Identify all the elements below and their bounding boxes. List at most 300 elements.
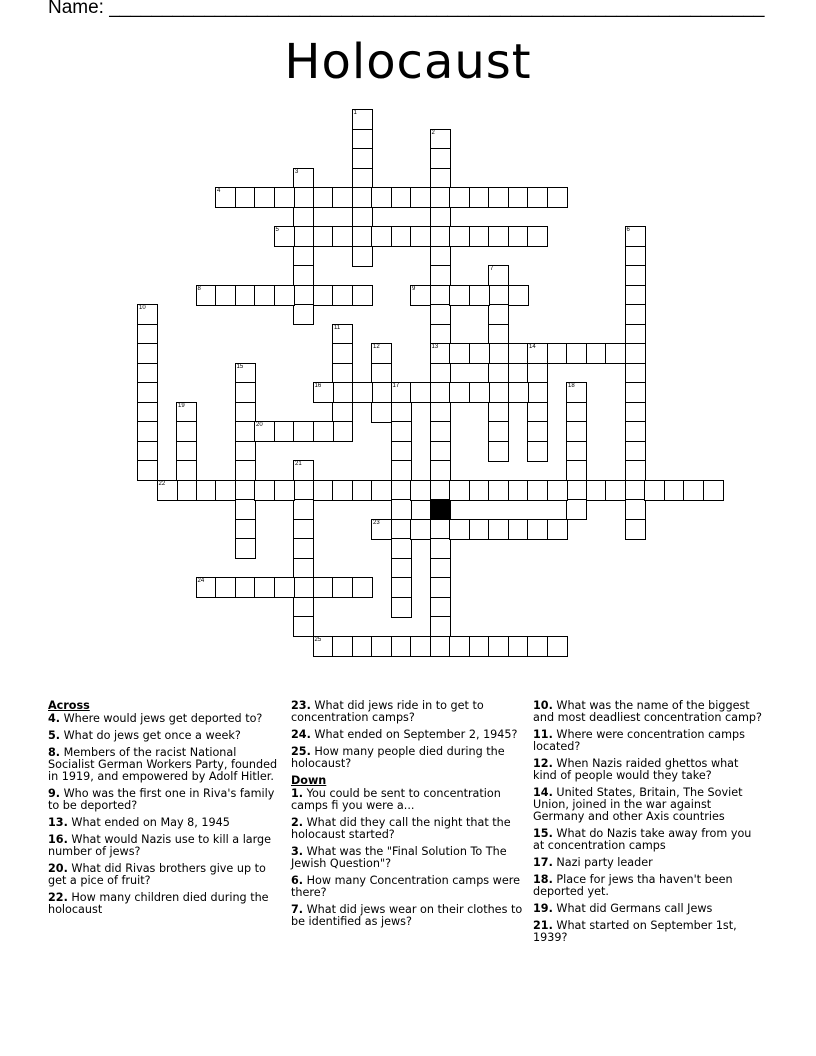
clue-number-label: 7. bbox=[291, 903, 304, 916]
clue-number-10: 10 bbox=[139, 305, 146, 311]
clue-number-12: 12 bbox=[373, 344, 380, 350]
crossword-cell[interactable] bbox=[293, 538, 314, 559]
clue-number-label: 11. bbox=[533, 728, 553, 741]
crossword-cell[interactable] bbox=[430, 148, 451, 169]
crossword-cell[interactable] bbox=[137, 304, 158, 325]
crossword-cell[interactable] bbox=[391, 460, 412, 481]
crossword-cell[interactable] bbox=[430, 363, 451, 384]
crossword-cell[interactable] bbox=[625, 460, 646, 481]
clue-11 bbox=[533, 729, 765, 753]
crossword-cell[interactable] bbox=[371, 187, 392, 208]
crossword-cell[interactable] bbox=[527, 421, 548, 442]
clue-13 bbox=[48, 817, 280, 829]
crossword-cell[interactable] bbox=[352, 109, 373, 130]
crossword-cell[interactable] bbox=[332, 343, 353, 364]
clue-number-label: 22. bbox=[48, 891, 68, 904]
crossword-cell[interactable] bbox=[391, 402, 412, 423]
crossword-cell[interactable] bbox=[488, 480, 509, 501]
crossword-cell[interactable] bbox=[605, 343, 626, 364]
crossword-cell[interactable] bbox=[488, 226, 509, 247]
name-field-line[interactable]: Name: ______________________________________________________________ bbox=[48, 0, 765, 18]
clue-text: What did Germans call Jews bbox=[552, 902, 713, 915]
clue-12 bbox=[533, 758, 765, 782]
crossword-cell[interactable] bbox=[449, 343, 470, 364]
crossword-cell[interactable] bbox=[488, 324, 509, 345]
crossword-cell[interactable] bbox=[332, 577, 353, 598]
crossword-cell[interactable] bbox=[352, 187, 373, 208]
crossword-cell[interactable] bbox=[215, 285, 236, 306]
crossword-cell[interactable] bbox=[391, 636, 412, 657]
crossword-cell[interactable] bbox=[196, 480, 217, 501]
crossword-cell[interactable] bbox=[352, 168, 373, 189]
crossword-cell[interactable] bbox=[313, 187, 334, 208]
crossword-cell[interactable] bbox=[391, 382, 412, 403]
clue-number-23: 23 bbox=[373, 519, 380, 526]
crossword-cell[interactable] bbox=[293, 265, 314, 286]
clue-text: What do jews get once a week? bbox=[60, 729, 241, 742]
crossword-cell[interactable] bbox=[625, 421, 646, 442]
crossword-cell[interactable] bbox=[332, 402, 353, 423]
crossword-cell[interactable] bbox=[332, 187, 353, 208]
crossword-cell[interactable] bbox=[391, 558, 412, 579]
crossword-cell[interactable] bbox=[430, 538, 451, 559]
crossword-cell[interactable] bbox=[410, 519, 431, 540]
clue-text: What do Nazis take away from you at concentration camps bbox=[533, 827, 752, 852]
crossword-cell[interactable] bbox=[430, 421, 451, 442]
clue-10 bbox=[533, 700, 765, 724]
crossword-cell[interactable] bbox=[293, 226, 314, 247]
clue-text: What ended on May 8, 1945 bbox=[67, 816, 230, 829]
crossword-cell[interactable] bbox=[430, 285, 451, 306]
crossword-cell[interactable] bbox=[274, 480, 295, 501]
crossword-cell[interactable] bbox=[274, 577, 295, 598]
crossword-cell[interactable] bbox=[293, 480, 314, 501]
crossword-cell[interactable] bbox=[391, 597, 412, 618]
crossword-cell[interactable] bbox=[625, 480, 646, 501]
crossword-cell[interactable] bbox=[703, 480, 724, 501]
crossword-cell[interactable] bbox=[235, 480, 256, 501]
clue-number-label: 1. bbox=[291, 787, 304, 800]
clue-6 bbox=[291, 875, 523, 899]
crossword-cell[interactable] bbox=[566, 480, 587, 501]
crossword-cell[interactable] bbox=[527, 363, 548, 384]
crossword-cell[interactable] bbox=[625, 324, 646, 345]
crossword-cell[interactable] bbox=[313, 382, 334, 403]
clue-number-13: 13 bbox=[431, 344, 439, 350]
crossword-cell[interactable] bbox=[430, 129, 451, 150]
crossword-cell[interactable] bbox=[332, 226, 353, 247]
crossword-cell[interactable] bbox=[547, 187, 568, 208]
crossword-cell[interactable] bbox=[605, 480, 626, 501]
crossword-cell[interactable] bbox=[391, 577, 412, 598]
crossword-cell[interactable] bbox=[430, 402, 451, 423]
crossword-cell[interactable] bbox=[547, 480, 568, 501]
crossword-cell[interactable] bbox=[313, 421, 334, 442]
crossword-cell[interactable] bbox=[254, 187, 275, 208]
clue-number-label: 3. bbox=[291, 845, 304, 858]
crossword-cell[interactable] bbox=[274, 226, 295, 247]
crossword-cell[interactable] bbox=[430, 519, 451, 540]
crossword-cell[interactable] bbox=[586, 480, 607, 501]
clue-text: Where were concentration camps located? bbox=[533, 728, 745, 753]
crossword-cell[interactable] bbox=[449, 519, 470, 540]
crossword-cell[interactable] bbox=[137, 460, 158, 481]
clue-4 bbox=[48, 713, 280, 725]
crossword-cell[interactable] bbox=[352, 480, 373, 501]
crossword-cell[interactable] bbox=[332, 421, 353, 442]
crossword-cell[interactable] bbox=[508, 343, 529, 364]
crossword-cell[interactable] bbox=[488, 519, 509, 540]
crossword-cell[interactable] bbox=[566, 460, 587, 481]
crossword-cell[interactable] bbox=[469, 226, 490, 247]
crossword-cell[interactable] bbox=[371, 343, 392, 364]
crossword-cell[interactable] bbox=[625, 304, 646, 325]
crossword-cell[interactable] bbox=[625, 285, 646, 306]
crossword-cell[interactable] bbox=[352, 577, 373, 598]
crossword-cell[interactable] bbox=[449, 285, 470, 306]
crossword-cell[interactable] bbox=[176, 460, 197, 481]
crossword-cell[interactable] bbox=[371, 636, 392, 657]
black-cell bbox=[430, 499, 451, 520]
clue-text: What started on September 1st, 1939? bbox=[533, 919, 737, 944]
crossword-cell[interactable] bbox=[235, 402, 256, 423]
crossword-cell[interactable] bbox=[293, 168, 314, 189]
crossword-cell[interactable] bbox=[293, 519, 314, 540]
clue-number-20: 20 bbox=[256, 422, 263, 428]
clue-text: When Nazis raided ghettos what kind of people would they take? bbox=[533, 757, 739, 782]
crossword-cell[interactable] bbox=[293, 616, 314, 637]
crossword-cell[interactable] bbox=[391, 421, 412, 442]
clue-2 bbox=[291, 817, 523, 841]
crossword-cell[interactable] bbox=[527, 636, 548, 657]
clue-number-5: 5 bbox=[275, 227, 279, 233]
crossword-cell[interactable] bbox=[430, 265, 451, 286]
crossword-cell[interactable] bbox=[410, 480, 431, 501]
clue-text: How many people died during the holocaust? bbox=[291, 745, 505, 770]
crossword-cell[interactable] bbox=[508, 519, 529, 540]
crossword-cell[interactable] bbox=[293, 304, 314, 325]
crossword-cell[interactable] bbox=[352, 285, 373, 306]
crossword-cell[interactable] bbox=[527, 343, 548, 364]
crossword-cell[interactable] bbox=[176, 421, 197, 442]
clue-number-label: 14. bbox=[533, 786, 553, 799]
crossword-cell[interactable] bbox=[176, 480, 197, 501]
crossword-cell[interactable] bbox=[215, 187, 236, 208]
crossword-cell[interactable] bbox=[235, 382, 256, 403]
crossword-cell[interactable] bbox=[566, 421, 587, 442]
crossword-cell[interactable] bbox=[176, 402, 197, 423]
crossword-cell[interactable] bbox=[547, 636, 568, 657]
crossword-cell[interactable] bbox=[410, 636, 431, 657]
crossword-cell[interactable] bbox=[430, 187, 451, 208]
crossword-cell[interactable] bbox=[566, 441, 587, 462]
clue-text: How many children died during the holocaust bbox=[48, 891, 269, 916]
crossword-cell[interactable] bbox=[488, 402, 509, 423]
crossword-cell[interactable] bbox=[235, 421, 256, 442]
crossword-cell[interactable] bbox=[254, 577, 275, 598]
crossword-cell[interactable] bbox=[293, 499, 314, 520]
crossword-cell[interactable] bbox=[332, 363, 353, 384]
crossword-cell[interactable] bbox=[508, 382, 529, 403]
crossword-cell[interactable] bbox=[410, 285, 431, 306]
crossword-cell[interactable] bbox=[313, 636, 334, 657]
crossword-cell[interactable] bbox=[527, 519, 548, 540]
crossword-cell[interactable] bbox=[430, 616, 451, 637]
crossword-cell[interactable] bbox=[235, 187, 256, 208]
crossword-cell[interactable] bbox=[293, 421, 314, 442]
clue-column-3 bbox=[533, 700, 765, 949]
crossword-cell[interactable] bbox=[508, 636, 529, 657]
clue-21 bbox=[533, 920, 765, 944]
crossword-cell[interactable] bbox=[235, 499, 256, 520]
clue-column-2 bbox=[291, 700, 523, 933]
clue-number-label: 21. bbox=[533, 919, 553, 932]
crossword-cell[interactable] bbox=[625, 265, 646, 286]
clue-number-14: 14 bbox=[529, 344, 536, 350]
clue-number-25: 25 bbox=[314, 636, 322, 643]
crossword-cell[interactable] bbox=[430, 441, 451, 462]
crossword-cell[interactable] bbox=[391, 499, 412, 520]
crossword-cell[interactable] bbox=[196, 285, 217, 306]
crossword-cell[interactable] bbox=[235, 519, 256, 540]
clue-text: Nazi party leader bbox=[552, 856, 653, 869]
crossword-cell[interactable] bbox=[625, 363, 646, 384]
crossword-cell[interactable] bbox=[625, 226, 646, 247]
crossword-cell[interactable] bbox=[469, 480, 490, 501]
crossword-cell[interactable] bbox=[430, 597, 451, 618]
crossword-cell[interactable] bbox=[430, 246, 451, 267]
crossword-cell[interactable] bbox=[137, 343, 158, 364]
crossword-cell[interactable] bbox=[235, 538, 256, 559]
crossword-cell[interactable] bbox=[430, 324, 451, 345]
clue-14 bbox=[533, 787, 765, 823]
crossword-cell[interactable] bbox=[547, 343, 568, 364]
crossword-cell[interactable] bbox=[488, 441, 509, 462]
crossword-cell[interactable] bbox=[488, 343, 509, 364]
crossword-cell[interactable] bbox=[293, 187, 314, 208]
crossword-cell[interactable] bbox=[488, 636, 509, 657]
crossword-cell[interactable] bbox=[566, 343, 587, 364]
crossword-cell[interactable] bbox=[449, 226, 470, 247]
clue-20 bbox=[48, 863, 280, 887]
crossword-cell[interactable] bbox=[332, 480, 353, 501]
crossword-cell[interactable] bbox=[469, 285, 490, 306]
crossword-cell[interactable] bbox=[664, 480, 685, 501]
crossword-cell[interactable] bbox=[410, 226, 431, 247]
crossword-cell[interactable] bbox=[293, 597, 314, 618]
crossword-cell[interactable] bbox=[235, 285, 256, 306]
crossword-cell[interactable] bbox=[644, 480, 665, 501]
crossword-cell[interactable] bbox=[332, 636, 353, 657]
crossword-cell[interactable] bbox=[430, 207, 451, 228]
crossword-cell[interactable] bbox=[391, 538, 412, 559]
clue-number-label: 24. bbox=[291, 728, 311, 741]
crossword-cell[interactable] bbox=[293, 558, 314, 579]
puzzle-title: Holocaust bbox=[284, 34, 532, 90]
crossword-cell[interactable] bbox=[254, 285, 275, 306]
crossword-cell[interactable] bbox=[430, 460, 451, 481]
crossword-cell[interactable] bbox=[137, 421, 158, 442]
crossword-cell[interactable] bbox=[352, 636, 373, 657]
crossword-cell[interactable] bbox=[410, 187, 431, 208]
crossword-cell[interactable] bbox=[508, 226, 529, 247]
crossword-cell[interactable] bbox=[332, 324, 353, 345]
crossword-cell[interactable] bbox=[196, 577, 217, 598]
crossword-cell[interactable] bbox=[527, 480, 548, 501]
crossword-cell[interactable] bbox=[371, 226, 392, 247]
crossword-cell[interactable] bbox=[430, 343, 451, 364]
crossword-cell[interactable] bbox=[469, 187, 490, 208]
crossword-cell[interactable] bbox=[527, 226, 548, 247]
crossword-cell[interactable] bbox=[527, 441, 548, 462]
crossword-cell[interactable] bbox=[469, 519, 490, 540]
crossword-cell[interactable] bbox=[137, 324, 158, 345]
crossword-cell[interactable] bbox=[235, 441, 256, 462]
crossword-cell[interactable] bbox=[293, 207, 314, 228]
crossword-cell[interactable] bbox=[566, 499, 587, 520]
crossword-cell[interactable] bbox=[469, 343, 490, 364]
crossword-cell[interactable] bbox=[547, 519, 568, 540]
crossword-cell[interactable] bbox=[176, 441, 197, 462]
crossword-cell[interactable] bbox=[352, 226, 373, 247]
crossword-cell[interactable] bbox=[430, 636, 451, 657]
crossword-cell[interactable] bbox=[137, 363, 158, 384]
crossword-cell[interactable] bbox=[430, 304, 451, 325]
crossword-cell[interactable] bbox=[371, 519, 392, 540]
crossword-cell[interactable] bbox=[274, 187, 295, 208]
clue-24 bbox=[291, 729, 523, 741]
crossword-cell[interactable] bbox=[586, 343, 607, 364]
crossword-cell[interactable] bbox=[293, 577, 314, 598]
crossword-cell[interactable] bbox=[625, 499, 646, 520]
crossword-cell[interactable] bbox=[352, 148, 373, 169]
crossword-cell[interactable] bbox=[391, 441, 412, 462]
crossword-cell[interactable] bbox=[313, 480, 334, 501]
crossword-cell[interactable] bbox=[371, 363, 392, 384]
crossword-cell[interactable] bbox=[430, 577, 451, 598]
crossword-cell[interactable] bbox=[137, 441, 158, 462]
crossword-cell[interactable] bbox=[391, 187, 412, 208]
crossword-cell[interactable] bbox=[508, 480, 529, 501]
crossword-cell[interactable] bbox=[410, 382, 431, 403]
crossword-cell[interactable] bbox=[449, 187, 470, 208]
clue-text: What ended on September 2, 1945? bbox=[310, 728, 518, 741]
crossword-cell[interactable] bbox=[469, 382, 490, 403]
crossword-cell[interactable] bbox=[293, 460, 314, 481]
clue-19 bbox=[533, 903, 765, 915]
crossword-cell[interactable] bbox=[391, 519, 412, 540]
crossword-cell[interactable] bbox=[449, 480, 470, 501]
crossword-cell[interactable] bbox=[488, 304, 509, 325]
crossword-cell[interactable] bbox=[352, 246, 373, 267]
crossword-cell[interactable] bbox=[274, 421, 295, 442]
crossword-cell[interactable] bbox=[508, 285, 529, 306]
crossword-cell[interactable] bbox=[235, 577, 256, 598]
crossword-cell[interactable] bbox=[527, 382, 548, 403]
crossword-cell[interactable] bbox=[469, 636, 490, 657]
crossword-cell[interactable] bbox=[371, 480, 392, 501]
clue-number-15: 15 bbox=[236, 363, 244, 370]
clue-text: Who was the first one in Riva's family to be deported? bbox=[48, 787, 275, 812]
crossword-cell[interactable] bbox=[566, 402, 587, 423]
crossword-cell[interactable] bbox=[449, 636, 470, 657]
crossword-cell[interactable] bbox=[313, 226, 334, 247]
crossword-cell[interactable] bbox=[157, 480, 178, 501]
crossword-cell[interactable] bbox=[566, 382, 587, 403]
crossword-cell[interactable] bbox=[488, 265, 509, 286]
crossword-cell[interactable] bbox=[488, 187, 509, 208]
crossword-cell[interactable] bbox=[508, 187, 529, 208]
clue-text: United States, Britain, The Soviet Union, joined in the war against Germany and other Axis countries bbox=[533, 786, 743, 823]
crossword-cell[interactable] bbox=[430, 558, 451, 579]
crossword-cell[interactable] bbox=[332, 285, 353, 306]
crossword-cell[interactable] bbox=[625, 441, 646, 462]
crossword-cell[interactable] bbox=[254, 421, 275, 442]
crossword-cell[interactable] bbox=[352, 207, 373, 228]
crossword-cell[interactable] bbox=[488, 382, 509, 403]
crossword-cell[interactable] bbox=[430, 480, 451, 501]
crossword-cell[interactable] bbox=[215, 577, 236, 598]
crossword-cell[interactable] bbox=[625, 382, 646, 403]
crossword-cell[interactable] bbox=[488, 363, 509, 384]
crossword-cell[interactable] bbox=[625, 402, 646, 423]
crossword-cell[interactable] bbox=[274, 285, 295, 306]
crossword-cell[interactable] bbox=[625, 343, 646, 364]
clue-5 bbox=[48, 730, 280, 742]
clue-text: What was the "Final Solution To The Jewish Question"? bbox=[291, 845, 507, 870]
crossword-cell[interactable] bbox=[235, 460, 256, 481]
crossword-cell[interactable] bbox=[527, 402, 548, 423]
clue-number-label: 5. bbox=[48, 729, 61, 742]
crossword-cell[interactable] bbox=[430, 382, 451, 403]
clue-number-1: 1 bbox=[353, 110, 357, 116]
crossword-cell[interactable] bbox=[352, 129, 373, 150]
clue-number-11: 11 bbox=[334, 324, 341, 331]
crossword-cell[interactable] bbox=[430, 226, 451, 247]
crossword-cell[interactable] bbox=[137, 382, 158, 403]
crossword-cell[interactable] bbox=[293, 246, 314, 267]
clue-text: What would Nazis use to kill a large number of jews? bbox=[48, 833, 272, 858]
crossword-cell[interactable] bbox=[625, 519, 646, 540]
crossword-cell[interactable] bbox=[371, 382, 392, 403]
crossword-cell[interactable] bbox=[488, 285, 509, 306]
crossword-cell[interactable] bbox=[293, 285, 314, 306]
clue-number-label: 16. bbox=[48, 833, 68, 846]
crossword-cell[interactable] bbox=[683, 480, 704, 501]
crossword-cell[interactable] bbox=[313, 577, 334, 598]
clue-number-3: 3 bbox=[295, 168, 299, 175]
crossword-cell[interactable] bbox=[254, 480, 275, 501]
crossword-cell[interactable] bbox=[352, 382, 373, 403]
crossword-cell[interactable] bbox=[449, 382, 470, 403]
crossword-cell[interactable] bbox=[391, 226, 412, 247]
crossword-cell[interactable] bbox=[488, 421, 509, 442]
crossword-cell[interactable] bbox=[332, 382, 353, 403]
crossword-cell[interactable] bbox=[527, 187, 548, 208]
crossword-cell[interactable] bbox=[371, 402, 392, 423]
clue-text: What did they call the night that the holocaust started? bbox=[291, 816, 511, 841]
crossword-cell[interactable] bbox=[235, 363, 256, 384]
clue-number-label: 15. bbox=[533, 827, 553, 840]
crossword-cell[interactable] bbox=[137, 402, 158, 423]
crossword-cell[interactable] bbox=[313, 285, 334, 306]
crossword-cell[interactable] bbox=[391, 480, 412, 501]
crossword-cell[interactable] bbox=[625, 246, 646, 267]
crossword-cell[interactable] bbox=[215, 480, 236, 501]
crossword-cell[interactable] bbox=[430, 168, 451, 189]
clue-8 bbox=[48, 747, 280, 783]
clue-number-label: 17. bbox=[533, 856, 553, 869]
